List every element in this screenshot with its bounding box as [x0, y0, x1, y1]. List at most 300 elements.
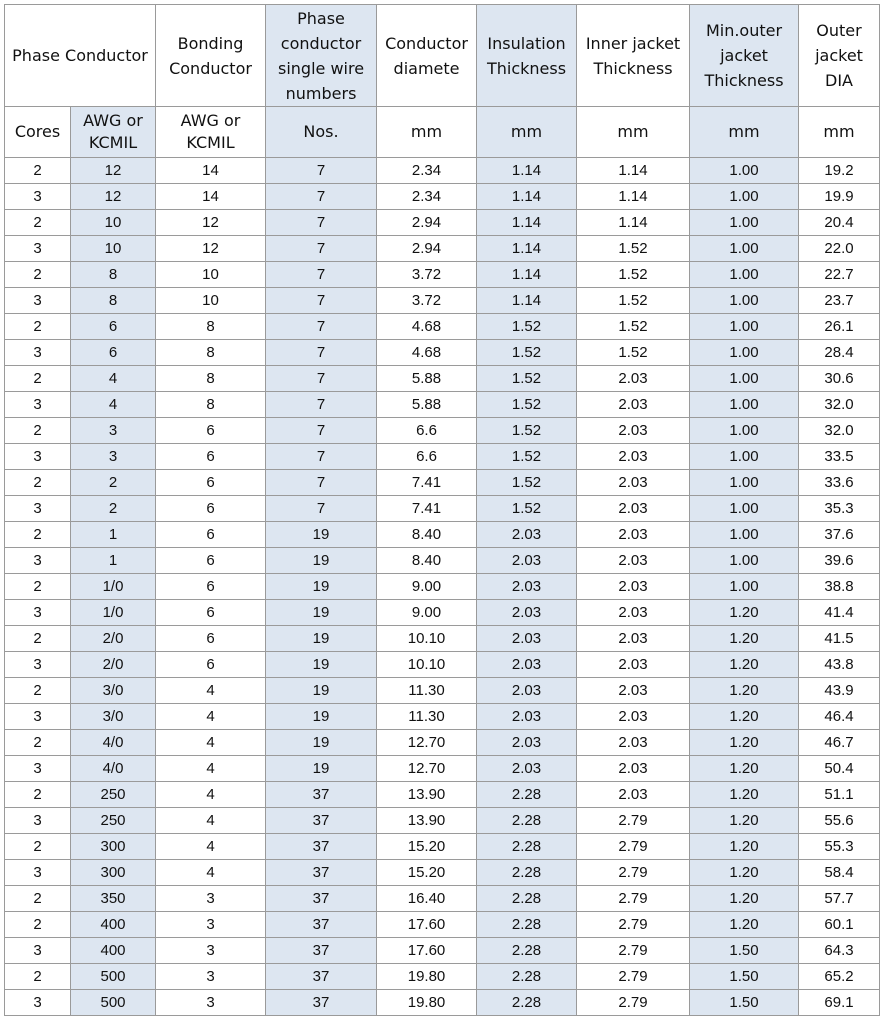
inner-jacket-cell: 2.03 [577, 704, 690, 730]
table-row [5, 678, 880, 704]
bonding-awg-cell: 6 [156, 548, 266, 574]
cores-cell: 2 [5, 626, 71, 652]
conductor-diameter-cell: 15.20 [377, 860, 477, 886]
wire-count-cell: 19 [266, 522, 377, 548]
inner-jacket-cell: 2.03 [577, 418, 690, 444]
wire-count-cell: 7 [266, 184, 377, 210]
cores-cell: 2 [5, 210, 71, 236]
insulation-thickness-cell: 1.52 [477, 366, 577, 392]
table-row [5, 470, 880, 496]
phase-awg-cell: 500 [71, 964, 156, 990]
wire-count-cell: 19 [266, 626, 377, 652]
insulation-thickness-cell: 2.28 [477, 938, 577, 964]
min-outer-jacket-cell: 1.00 [690, 210, 799, 236]
subheader-cores: Cores [5, 107, 71, 158]
table-row [5, 288, 880, 314]
bonding-awg-cell: 6 [156, 574, 266, 600]
wire-count-cell: 37 [266, 860, 377, 886]
inner-jacket-cell: 2.03 [577, 470, 690, 496]
table-row [5, 366, 880, 392]
wire-count-cell: 7 [266, 288, 377, 314]
min-outer-jacket-cell: 1.20 [690, 808, 799, 834]
insulation-thickness-cell: 1.14 [477, 288, 577, 314]
min-outer-jacket-cell: 1.20 [690, 834, 799, 860]
conductor-diameter-cell: 11.30 [377, 678, 477, 704]
header-conductor-diameter: Conductor diamete [377, 5, 477, 107]
insulation-thickness-cell: 2.03 [477, 652, 577, 678]
bonding-awg-cell: 3 [156, 964, 266, 990]
insulation-thickness-cell: 2.03 [477, 756, 577, 782]
inner-jacket-cell: 2.03 [577, 782, 690, 808]
phase-awg-cell: 2/0 [71, 652, 156, 678]
phase-awg-cell: 1 [71, 522, 156, 548]
phase-awg-cell: 4/0 [71, 756, 156, 782]
inner-jacket-cell: 1.52 [577, 340, 690, 366]
conductor-diameter-cell: 5.88 [377, 392, 477, 418]
phase-awg-cell: 3/0 [71, 704, 156, 730]
insulation-thickness-cell: 1.52 [477, 392, 577, 418]
outer-dia-cell: 50.4 [799, 756, 880, 782]
cores-cell: 3 [5, 600, 71, 626]
outer-dia-cell: 46.4 [799, 704, 880, 730]
min-outer-jacket-cell: 1.00 [690, 158, 799, 184]
conductor-diameter-cell: 2.34 [377, 158, 477, 184]
header-single-wire-numbers: Phase conductor single wire numbers [266, 5, 377, 107]
insulation-thickness-cell: 2.03 [477, 574, 577, 600]
conductor-diameter-cell: 4.68 [377, 340, 477, 366]
outer-dia-cell: 43.8 [799, 652, 880, 678]
table-row [5, 548, 880, 574]
inner-jacket-cell: 2.79 [577, 834, 690, 860]
cores-cell: 3 [5, 938, 71, 964]
conductor-diameter-cell: 6.6 [377, 444, 477, 470]
subheader-bonding-awg: AWG or KCMIL [156, 107, 266, 158]
bonding-awg-cell: 8 [156, 392, 266, 418]
insulation-thickness-cell: 2.28 [477, 912, 577, 938]
bonding-awg-cell: 8 [156, 314, 266, 340]
inner-jacket-cell: 1.52 [577, 314, 690, 340]
phase-awg-cell: 2 [71, 470, 156, 496]
min-outer-jacket-cell: 1.00 [690, 470, 799, 496]
wire-count-cell: 37 [266, 782, 377, 808]
inner-jacket-cell: 2.03 [577, 756, 690, 782]
phase-awg-cell: 250 [71, 782, 156, 808]
phase-awg-cell: 8 [71, 288, 156, 314]
phase-awg-cell: 400 [71, 912, 156, 938]
conductor-diameter-cell: 4.68 [377, 314, 477, 340]
cores-cell: 3 [5, 548, 71, 574]
min-outer-jacket-cell: 1.50 [690, 938, 799, 964]
min-outer-jacket-cell: 1.00 [690, 496, 799, 522]
conductor-diameter-cell: 17.60 [377, 938, 477, 964]
inner-jacket-cell: 2.79 [577, 938, 690, 964]
outer-dia-cell: 69.1 [799, 990, 880, 1016]
bonding-awg-cell: 6 [156, 652, 266, 678]
insulation-thickness-cell: 1.52 [477, 444, 577, 470]
table-row [5, 236, 880, 262]
conductor-diameter-cell: 3.72 [377, 262, 477, 288]
wire-count-cell: 37 [266, 808, 377, 834]
insulation-thickness-cell: 2.28 [477, 886, 577, 912]
wire-count-cell: 19 [266, 548, 377, 574]
inner-jacket-cell: 2.03 [577, 574, 690, 600]
wire-count-cell: 19 [266, 704, 377, 730]
cores-cell: 2 [5, 158, 71, 184]
cores-cell: 3 [5, 652, 71, 678]
phase-awg-cell: 2/0 [71, 626, 156, 652]
outer-dia-cell: 37.6 [799, 522, 880, 548]
bonding-awg-cell: 10 [156, 262, 266, 288]
cores-cell: 2 [5, 314, 71, 340]
subheader-outer-dia-mm: mm [799, 107, 880, 158]
table-row [5, 574, 880, 600]
phase-awg-cell: 3 [71, 444, 156, 470]
phase-awg-cell: 1 [71, 548, 156, 574]
outer-dia-cell: 20.4 [799, 210, 880, 236]
phase-awg-cell: 12 [71, 184, 156, 210]
header-row [5, 5, 880, 107]
conductor-diameter-cell: 9.00 [377, 574, 477, 600]
bonding-awg-cell: 6 [156, 600, 266, 626]
bonding-awg-cell: 14 [156, 158, 266, 184]
wire-count-cell: 37 [266, 834, 377, 860]
outer-dia-cell: 22.0 [799, 236, 880, 262]
subheader-inner-jacket-mm: mm [577, 107, 690, 158]
inner-jacket-cell: 2.03 [577, 366, 690, 392]
cores-cell: 3 [5, 756, 71, 782]
outer-dia-cell: 30.6 [799, 366, 880, 392]
min-outer-jacket-cell: 1.00 [690, 236, 799, 262]
outer-dia-cell: 51.1 [799, 782, 880, 808]
bonding-awg-cell: 4 [156, 704, 266, 730]
insulation-thickness-cell: 2.03 [477, 600, 577, 626]
wire-count-cell: 19 [266, 600, 377, 626]
insulation-thickness-cell: 2.03 [477, 548, 577, 574]
min-outer-jacket-cell: 1.50 [690, 964, 799, 990]
header-min-outer-jacket-thickness: Min.outer jacket Thickness [690, 5, 799, 107]
wire-count-cell: 7 [266, 236, 377, 262]
bonding-awg-cell: 12 [156, 236, 266, 262]
table-row [5, 756, 880, 782]
phase-awg-cell: 10 [71, 210, 156, 236]
cores-cell: 3 [5, 392, 71, 418]
inner-jacket-cell: 1.14 [577, 158, 690, 184]
min-outer-jacket-cell: 1.20 [690, 678, 799, 704]
outer-dia-cell: 32.0 [799, 392, 880, 418]
subheader-nos: Nos. [266, 107, 377, 158]
table-row [5, 860, 880, 886]
bonding-awg-cell: 4 [156, 860, 266, 886]
phase-awg-cell: 350 [71, 886, 156, 912]
insulation-thickness-cell: 1.52 [477, 496, 577, 522]
conductor-diameter-cell: 16.40 [377, 886, 477, 912]
bonding-awg-cell: 6 [156, 470, 266, 496]
cores-cell: 2 [5, 886, 71, 912]
wire-count-cell: 37 [266, 964, 377, 990]
phase-awg-cell: 2 [71, 496, 156, 522]
inner-jacket-cell: 2.03 [577, 522, 690, 548]
table-row [5, 808, 880, 834]
cores-cell: 2 [5, 262, 71, 288]
conductor-diameter-cell: 2.94 [377, 210, 477, 236]
wire-count-cell: 7 [266, 366, 377, 392]
cores-cell: 2 [5, 574, 71, 600]
insulation-thickness-cell: 1.52 [477, 418, 577, 444]
insulation-thickness-cell: 1.14 [477, 236, 577, 262]
min-outer-jacket-cell: 1.00 [690, 184, 799, 210]
bonding-awg-cell: 4 [156, 834, 266, 860]
subheader-insulation-mm: mm [477, 107, 577, 158]
outer-dia-cell: 26.1 [799, 314, 880, 340]
cores-cell: 3 [5, 808, 71, 834]
wire-count-cell: 7 [266, 444, 377, 470]
inner-jacket-cell: 2.79 [577, 912, 690, 938]
outer-dia-cell: 43.9 [799, 678, 880, 704]
bonding-awg-cell: 3 [156, 990, 266, 1016]
cores-cell: 2 [5, 470, 71, 496]
bonding-awg-cell: 14 [156, 184, 266, 210]
bonding-awg-cell: 6 [156, 496, 266, 522]
table-row [5, 418, 880, 444]
insulation-thickness-cell: 2.28 [477, 964, 577, 990]
insulation-thickness-cell: 2.03 [477, 522, 577, 548]
min-outer-jacket-cell: 1.20 [690, 886, 799, 912]
cores-cell: 3 [5, 860, 71, 886]
table-row [5, 626, 880, 652]
conductor-diameter-cell: 10.10 [377, 652, 477, 678]
insulation-thickness-cell: 2.03 [477, 626, 577, 652]
conductor-diameter-cell: 7.41 [377, 496, 477, 522]
phase-awg-cell: 300 [71, 834, 156, 860]
table-row [5, 964, 880, 990]
cores-cell: 3 [5, 184, 71, 210]
conductor-diameter-cell: 17.60 [377, 912, 477, 938]
table-row [5, 938, 880, 964]
bonding-awg-cell: 3 [156, 912, 266, 938]
inner-jacket-cell: 2.79 [577, 964, 690, 990]
cores-cell: 3 [5, 990, 71, 1016]
wire-count-cell: 37 [266, 938, 377, 964]
wire-count-cell: 7 [266, 210, 377, 236]
wire-count-cell: 37 [266, 912, 377, 938]
table-row [5, 912, 880, 938]
cores-cell: 2 [5, 366, 71, 392]
outer-dia-cell: 19.9 [799, 184, 880, 210]
outer-dia-cell: 41.5 [799, 626, 880, 652]
cores-cell: 2 [5, 418, 71, 444]
cores-cell: 3 [5, 288, 71, 314]
header-bonding-conductor: Bonding Conductor [156, 5, 266, 107]
outer-dia-cell: 38.8 [799, 574, 880, 600]
bonding-awg-cell: 8 [156, 366, 266, 392]
outer-dia-cell: 19.2 [799, 158, 880, 184]
conductor-diameter-cell: 13.90 [377, 782, 477, 808]
table-row [5, 704, 880, 730]
min-outer-jacket-cell: 1.20 [690, 782, 799, 808]
min-outer-jacket-cell: 1.00 [690, 444, 799, 470]
conductor-diameter-cell: 3.72 [377, 288, 477, 314]
bonding-awg-cell: 4 [156, 782, 266, 808]
cores-cell: 2 [5, 964, 71, 990]
phase-awg-cell: 4/0 [71, 730, 156, 756]
phase-awg-cell: 8 [71, 262, 156, 288]
outer-dia-cell: 32.0 [799, 418, 880, 444]
subheader-row [5, 107, 880, 158]
inner-jacket-cell: 2.03 [577, 652, 690, 678]
wire-count-cell: 37 [266, 990, 377, 1016]
table-row [5, 600, 880, 626]
phase-awg-cell: 6 [71, 340, 156, 366]
wire-count-cell: 7 [266, 418, 377, 444]
insulation-thickness-cell: 1.14 [477, 184, 577, 210]
wire-count-cell: 19 [266, 652, 377, 678]
insulation-thickness-cell: 1.52 [477, 340, 577, 366]
subheader-outer-jacket-thickness-mm: mm [690, 107, 799, 158]
bonding-awg-cell: 3 [156, 886, 266, 912]
table-row [5, 652, 880, 678]
min-outer-jacket-cell: 1.00 [690, 314, 799, 340]
table-row [5, 210, 880, 236]
inner-jacket-cell: 1.52 [577, 262, 690, 288]
table-row [5, 262, 880, 288]
insulation-thickness-cell: 2.03 [477, 704, 577, 730]
insulation-thickness-cell: 1.14 [477, 158, 577, 184]
outer-dia-cell: 55.6 [799, 808, 880, 834]
insulation-thickness-cell: 2.03 [477, 678, 577, 704]
conductor-diameter-cell: 13.90 [377, 808, 477, 834]
min-outer-jacket-cell: 1.20 [690, 600, 799, 626]
phase-awg-cell: 1/0 [71, 574, 156, 600]
conductor-diameter-cell: 12.70 [377, 730, 477, 756]
table-row [5, 158, 880, 184]
inner-jacket-cell: 1.52 [577, 288, 690, 314]
inner-jacket-cell: 1.14 [577, 210, 690, 236]
bonding-awg-cell: 6 [156, 522, 266, 548]
cores-cell: 3 [5, 340, 71, 366]
outer-dia-cell: 23.7 [799, 288, 880, 314]
insulation-thickness-cell: 1.14 [477, 262, 577, 288]
subheader-phase-awg: AWG or KCMIL [71, 107, 156, 158]
bonding-awg-cell: 6 [156, 626, 266, 652]
min-outer-jacket-cell: 1.50 [690, 990, 799, 1016]
min-outer-jacket-cell: 1.20 [690, 652, 799, 678]
table-row [5, 340, 880, 366]
cores-cell: 2 [5, 678, 71, 704]
insulation-thickness-cell: 2.28 [477, 834, 577, 860]
outer-dia-cell: 33.5 [799, 444, 880, 470]
inner-jacket-cell: 2.03 [577, 392, 690, 418]
inner-jacket-cell: 1.14 [577, 184, 690, 210]
table-row [5, 834, 880, 860]
cores-cell: 2 [5, 912, 71, 938]
conductor-diameter-cell: 19.80 [377, 990, 477, 1016]
cable-spec-table [4, 4, 880, 1016]
outer-dia-cell: 46.7 [799, 730, 880, 756]
inner-jacket-cell: 2.03 [577, 496, 690, 522]
wire-count-cell: 7 [266, 314, 377, 340]
outer-dia-cell: 65.2 [799, 964, 880, 990]
bonding-awg-cell: 8 [156, 340, 266, 366]
table-row [5, 886, 880, 912]
table-row [5, 782, 880, 808]
min-outer-jacket-cell: 1.20 [690, 756, 799, 782]
conductor-diameter-cell: 15.20 [377, 834, 477, 860]
cores-cell: 3 [5, 704, 71, 730]
phase-awg-cell: 250 [71, 808, 156, 834]
bonding-awg-cell: 6 [156, 444, 266, 470]
phase-awg-cell: 400 [71, 938, 156, 964]
table-row [5, 392, 880, 418]
cores-cell: 3 [5, 444, 71, 470]
conductor-diameter-cell: 2.34 [377, 184, 477, 210]
outer-dia-cell: 58.4 [799, 860, 880, 886]
outer-dia-cell: 22.7 [799, 262, 880, 288]
min-outer-jacket-cell: 1.00 [690, 574, 799, 600]
table-row [5, 314, 880, 340]
insulation-thickness-cell: 2.28 [477, 990, 577, 1016]
inner-jacket-cell: 2.79 [577, 886, 690, 912]
table-row [5, 496, 880, 522]
min-outer-jacket-cell: 1.00 [690, 548, 799, 574]
bonding-awg-cell: 3 [156, 938, 266, 964]
conductor-diameter-cell: 8.40 [377, 548, 477, 574]
wire-count-cell: 7 [266, 392, 377, 418]
conductor-diameter-cell: 10.10 [377, 626, 477, 652]
min-outer-jacket-cell: 1.00 [690, 418, 799, 444]
wire-count-cell: 7 [266, 470, 377, 496]
wire-count-cell: 19 [266, 730, 377, 756]
inner-jacket-cell: 2.79 [577, 860, 690, 886]
header-inner-jacket-thickness: Inner jacket Thickness [577, 5, 690, 107]
bonding-awg-cell: 4 [156, 678, 266, 704]
min-outer-jacket-cell: 1.20 [690, 860, 799, 886]
conductor-diameter-cell: 19.80 [377, 964, 477, 990]
header-outer-jacket-dia: Outer jacket DIA [799, 5, 880, 107]
conductor-diameter-cell: 9.00 [377, 600, 477, 626]
min-outer-jacket-cell: 1.00 [690, 392, 799, 418]
insulation-thickness-cell: 1.52 [477, 470, 577, 496]
inner-jacket-cell: 2.03 [577, 444, 690, 470]
outer-dia-cell: 39.6 [799, 548, 880, 574]
phase-awg-cell: 6 [71, 314, 156, 340]
table-body [5, 158, 880, 1016]
outer-dia-cell: 64.3 [799, 938, 880, 964]
phase-awg-cell: 12 [71, 158, 156, 184]
outer-dia-cell: 55.3 [799, 834, 880, 860]
phase-awg-cell: 300 [71, 860, 156, 886]
cores-cell: 2 [5, 782, 71, 808]
table-row [5, 990, 880, 1016]
inner-jacket-cell: 2.03 [577, 626, 690, 652]
outer-dia-cell: 33.6 [799, 470, 880, 496]
inner-jacket-cell: 2.03 [577, 678, 690, 704]
min-outer-jacket-cell: 1.20 [690, 912, 799, 938]
insulation-thickness-cell: 2.28 [477, 808, 577, 834]
phase-awg-cell: 3 [71, 418, 156, 444]
wire-count-cell: 7 [266, 340, 377, 366]
wire-count-cell: 19 [266, 756, 377, 782]
outer-dia-cell: 28.4 [799, 340, 880, 366]
bonding-awg-cell: 12 [156, 210, 266, 236]
wire-count-cell: 7 [266, 496, 377, 522]
min-outer-jacket-cell: 1.00 [690, 522, 799, 548]
outer-dia-cell: 35.3 [799, 496, 880, 522]
cores-cell: 3 [5, 496, 71, 522]
min-outer-jacket-cell: 1.00 [690, 262, 799, 288]
conductor-diameter-cell: 8.40 [377, 522, 477, 548]
bonding-awg-cell: 4 [156, 808, 266, 834]
bonding-awg-cell: 10 [156, 288, 266, 314]
